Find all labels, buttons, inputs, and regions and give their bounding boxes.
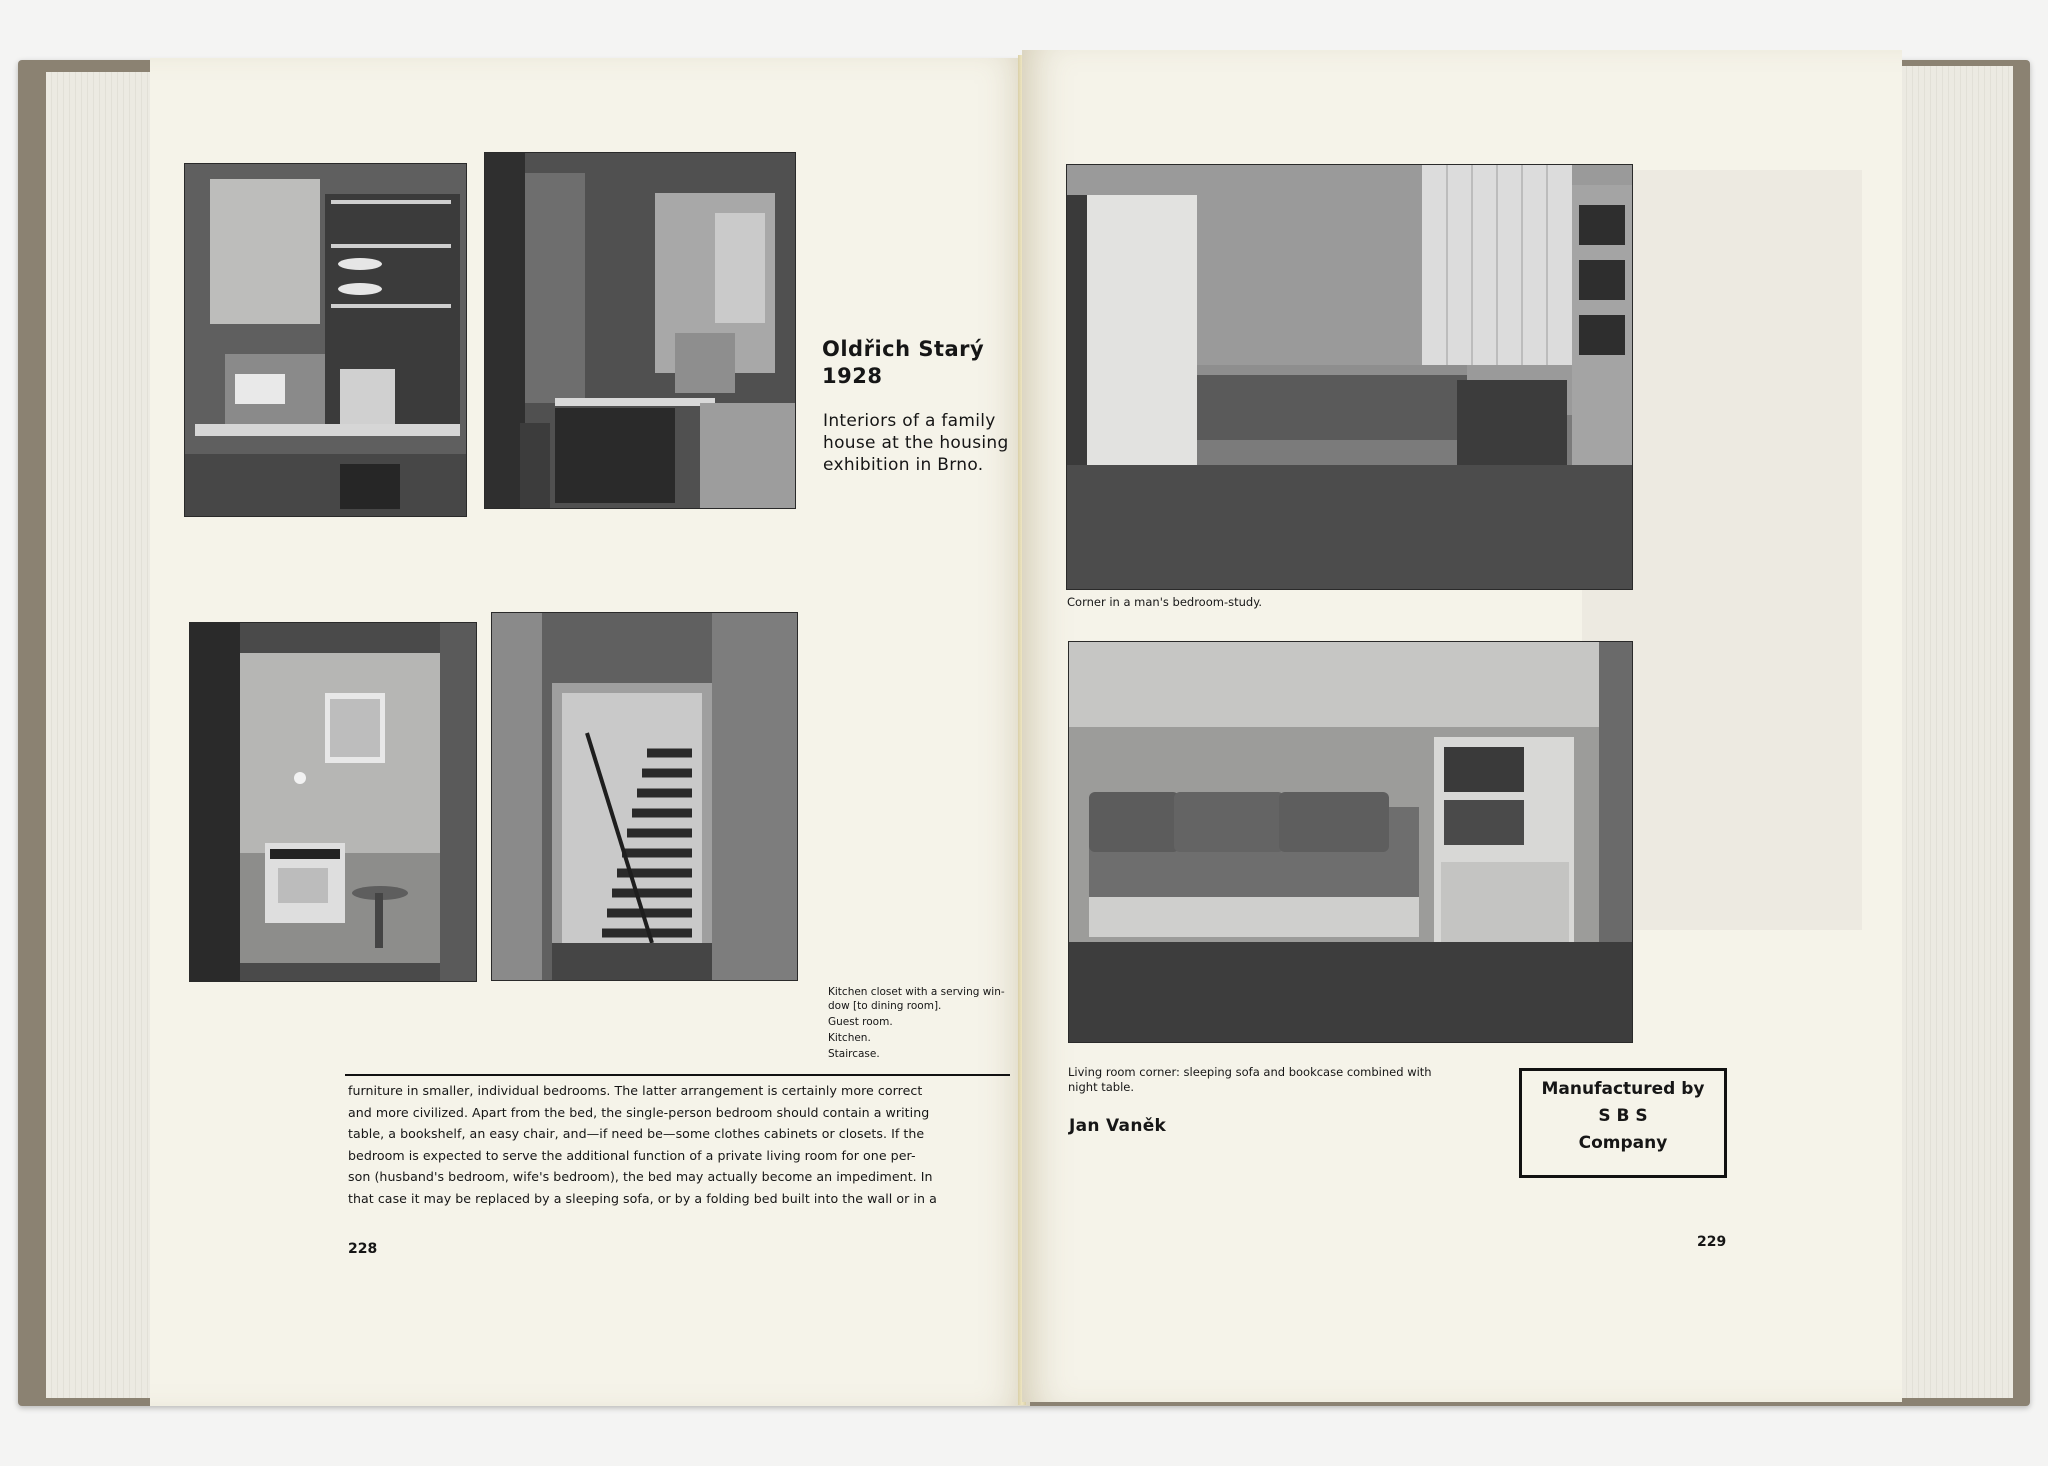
stamp-line-3: Company <box>1578 1133 1668 1153</box>
photo-bedroom-study <box>1067 165 1632 589</box>
stamp-line-2: S B S <box>1598 1106 1648 1126</box>
photo-captions <box>828 985 1028 1061</box>
stamp-line-1: Manufactured by <box>1541 1079 1705 1099</box>
caption-kitchen: Kitchen. <box>828 1032 871 1044</box>
caption-bedroom-study: Corner in a man's bedroom-study. <box>1067 595 1263 609</box>
caption-staircase: Staircase. <box>828 1048 880 1060</box>
page-edges-right <box>1895 66 2013 1398</box>
caption-kitchen-closet: Kitchen closet with a serving win- dow [to dining room]. <box>828 986 1005 1012</box>
body-line: that case it may be replaced by a sleeping sofa, or by a folding bed built into the wall or in a <box>348 1190 937 1206</box>
manufacturer-stamp <box>1519 1068 1727 1178</box>
right-page <box>1022 50 1902 1402</box>
body-line: and more civilized. Apart from the bed, the single-person bedroom should contain a writing <box>348 1104 930 1120</box>
body-text <box>348 1080 1008 1209</box>
body-line: furniture in smaller, individual bedrooms. The latter arrangement is certainly more correct <box>348 1083 923 1098</box>
left-page <box>150 58 1030 1406</box>
body-line: bedroom is expected to serve the additional function of a private living room for one per- <box>348 1147 916 1163</box>
text-rule <box>345 1074 1010 1076</box>
photo-kitchen-closet <box>185 164 466 516</box>
body-line: son (husband's bedroom, wife's bedroom), the bed may actually become an impediment. In <box>348 1169 933 1184</box>
page-number-right: 229 <box>1697 1234 1727 1250</box>
page-number-left: 228 <box>348 1241 378 1257</box>
photo-kitchen <box>190 623 476 981</box>
photo-living-room <box>1069 642 1632 1042</box>
photo-staircase <box>492 613 797 980</box>
section-subheading: Interiors of a family house at the housing exhibition in Brno. <box>823 411 1009 475</box>
caption-living-room: Living room corner: sleeping sofa and bookcase combined with night table. <box>1068 1065 1432 1094</box>
page-edges-left <box>46 72 164 1398</box>
designer-name: Jan Vaněk <box>1069 1116 1167 1136</box>
photo-guest-room <box>485 153 795 508</box>
caption-guest-room: Guest room. <box>828 1016 893 1028</box>
body-line: table, a bookshelf, an easy chair, and—if need be—some clothes cabinets or closets. If the <box>348 1126 925 1141</box>
section-heading: Oldřich Starý 1928 <box>822 337 985 388</box>
